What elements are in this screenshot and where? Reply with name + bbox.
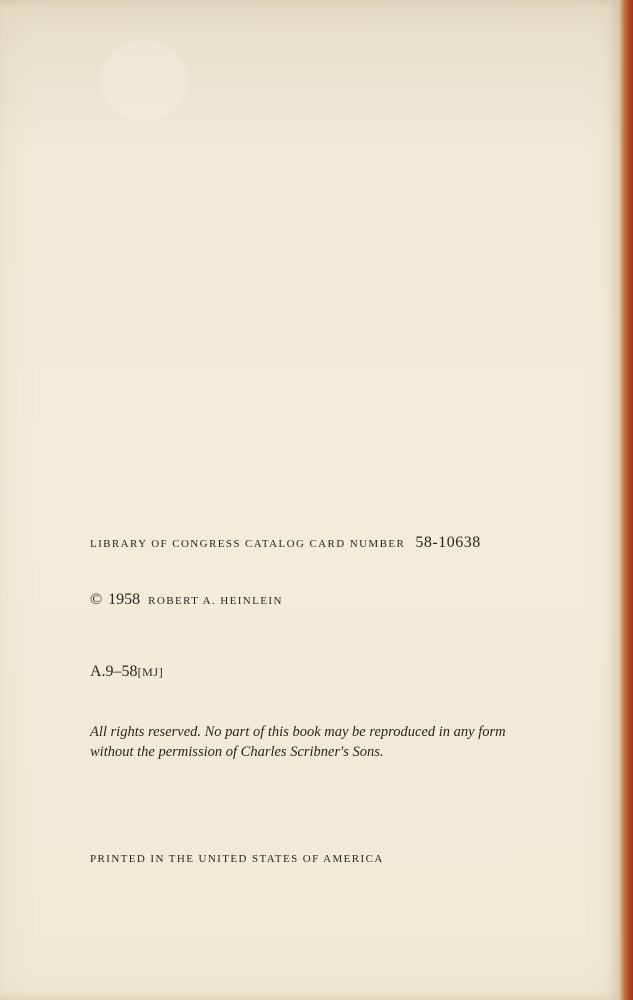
copyright-year: 1958 xyxy=(108,591,141,608)
page-edge xyxy=(620,0,633,1000)
rights-line-1: All rights reserved. No part of this book may be reproduced in any form xyxy=(90,724,506,740)
printing-line xyxy=(90,663,163,681)
catalog-line xyxy=(90,534,481,552)
printing-code: A.9–58 xyxy=(90,663,138,680)
copyright-line xyxy=(90,591,283,609)
printed-in-line: PRINTED IN THE UNITED STATES OF AMERICA xyxy=(90,853,384,865)
catalog-label: LIBRARY OF CONGRESS CATALOG CARD NUMBER xyxy=(90,538,406,550)
copyright-holder: ROBERT A. HEINLEIN xyxy=(148,595,283,607)
copyright-symbol: © xyxy=(90,591,103,608)
rights-notice xyxy=(90,722,506,762)
printing-suffix: [MJ] xyxy=(137,665,164,679)
show-through-moon xyxy=(100,40,188,120)
rights-line-2: without the permission of Charles Scribner's Sons. xyxy=(90,744,384,760)
show-through-band xyxy=(0,0,620,150)
catalog-number: 58-10638 xyxy=(415,534,481,551)
